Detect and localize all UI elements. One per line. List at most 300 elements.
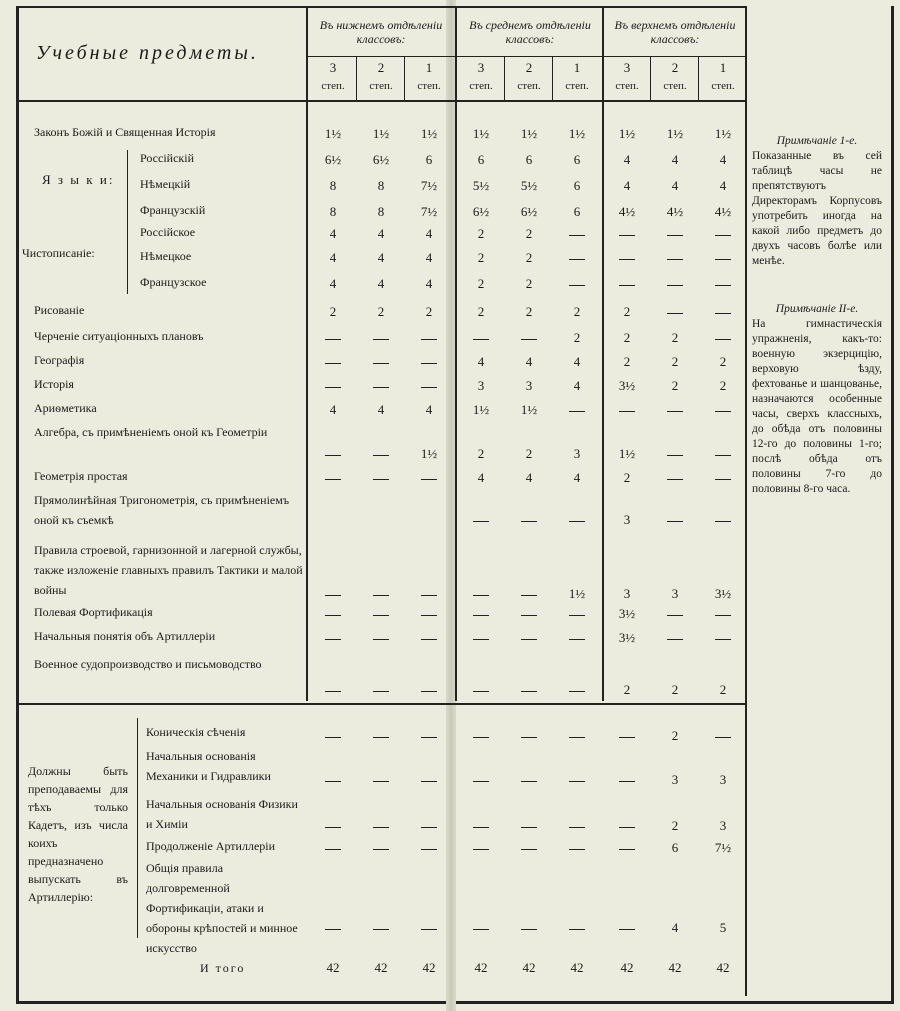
table-cell: 2 (719, 378, 727, 393)
dash-mark (569, 781, 585, 782)
table-cell (358, 630, 404, 646)
artillery-subject-label: Продолженіе Артиллеріи (146, 839, 276, 853)
table-cell: 3 (525, 378, 533, 393)
table-cell (700, 446, 746, 462)
table-cell: 4 (425, 226, 433, 241)
table-cell (652, 250, 698, 266)
table-cell (406, 818, 452, 834)
dash-mark (421, 691, 437, 692)
table-cell (554, 840, 600, 856)
table-cell: 6 (573, 152, 581, 167)
dash-mark (521, 737, 537, 738)
dash-mark (421, 615, 437, 616)
subject-label: Нѣмецкій (140, 177, 191, 191)
table-cell (554, 226, 600, 242)
table-cell (358, 330, 404, 346)
step-number: 2 (377, 60, 385, 75)
table-cell (406, 470, 452, 486)
table-cell: 5½ (472, 178, 490, 193)
top-rule (16, 6, 746, 8)
table-cell (506, 330, 552, 346)
table-cell (652, 304, 698, 320)
col-divider (698, 56, 699, 100)
table-cell (310, 682, 356, 698)
table-cell (700, 330, 746, 346)
table-cell (358, 682, 404, 698)
table-cell (652, 470, 698, 486)
table-cell: 2 (477, 446, 485, 461)
table-cell (358, 840, 404, 856)
table-cell (506, 818, 552, 834)
subject-label: Географія (34, 353, 85, 367)
table-cell: 4 (425, 250, 433, 265)
table-cell (700, 606, 746, 622)
table-cell: 4 (329, 226, 337, 241)
table-cell (652, 512, 698, 528)
table-cell (458, 512, 504, 528)
table-cell: 2 (477, 304, 485, 319)
table-cell (604, 250, 650, 266)
table-cell: 4 (623, 152, 631, 167)
artillery-subject-label: Начальныя основанія Механики и Гидравлики (146, 749, 271, 783)
step-label: степ. (321, 80, 345, 92)
table-cell (458, 772, 504, 788)
table-cell: 2 (671, 354, 679, 369)
table-cell: 42 (522, 960, 536, 975)
dash-mark (569, 521, 585, 522)
dash-mark (325, 363, 341, 364)
step-number: 3 (329, 60, 337, 75)
subject-label: Прямолинѣйная Тригонометрія, съ примѣненіемъ оной къ съемкѣ (34, 493, 290, 527)
dash-mark (715, 259, 731, 260)
dash-mark (569, 827, 585, 828)
dash-mark (619, 235, 635, 236)
table-cell: 4 (525, 470, 533, 485)
table-cell (310, 354, 356, 370)
dash-mark (373, 363, 389, 364)
table-cell (554, 276, 600, 292)
table-cell (652, 630, 698, 646)
col-divider (650, 56, 651, 100)
subject-label: Полевая Фортификація (34, 605, 153, 619)
table-cell (310, 446, 356, 462)
table-cell: 2 (623, 304, 631, 319)
table-cell (700, 304, 746, 320)
dash-mark (473, 827, 489, 828)
table-cell: 2 (329, 304, 337, 319)
table-cell (554, 630, 600, 646)
note-2-title: Примѣчаніе II-е. (775, 303, 859, 315)
table-cell (406, 630, 452, 646)
table-cell (310, 728, 356, 744)
subject-label: Французское (140, 275, 207, 289)
dash-mark (373, 387, 389, 388)
table-cell (310, 586, 356, 602)
table-cell: 1½ (420, 126, 438, 141)
dash-mark (421, 639, 437, 640)
table-cell: 42 (716, 960, 730, 975)
step-label: степ. (417, 80, 441, 92)
table-cell (700, 226, 746, 242)
table-cell: 4 (623, 178, 631, 193)
artillery-subject-label: Общія правила долговременной Фортификаціи, атаки и обороны крѣпостей и минное искусство (146, 861, 298, 955)
subject-label: Россійское (140, 225, 196, 239)
step-label: степ. (663, 80, 687, 92)
table-cell: 4 (573, 378, 581, 393)
table-cell: 7½ (420, 204, 438, 219)
dash-mark (325, 339, 341, 340)
dash-mark (373, 615, 389, 616)
dash-mark (715, 339, 731, 340)
table-cell: 4 (477, 354, 485, 369)
table-cell (604, 920, 650, 936)
dash-mark (473, 849, 489, 850)
dash-mark (473, 639, 489, 640)
table-cell: 2 (623, 470, 631, 485)
dash-mark (569, 639, 585, 640)
table-cell: 3 (477, 378, 485, 393)
dash-mark (521, 639, 537, 640)
table-cell: 2 (525, 276, 533, 291)
dash-mark (325, 929, 341, 930)
dash-mark (521, 929, 537, 930)
table-cell (652, 276, 698, 292)
note-2 (752, 302, 882, 497)
table-cell (554, 402, 600, 418)
table-cell: 6½ (372, 152, 390, 167)
dash-mark (373, 339, 389, 340)
calligraphy-label: Чистописаніе: (22, 246, 95, 260)
table-cell (700, 250, 746, 266)
table-cell: 1½ (714, 126, 732, 141)
table-cell: 2 (377, 304, 385, 319)
table-cell (458, 682, 504, 698)
dash-mark (521, 595, 537, 596)
note-1 (752, 134, 882, 269)
table-cell (506, 772, 552, 788)
dash-mark (667, 259, 683, 260)
dash-mark (569, 691, 585, 692)
table-cell (554, 728, 600, 744)
table-cell: 4½ (666, 204, 684, 219)
artillery-top-rule (16, 703, 746, 705)
step-number: 2 (525, 60, 533, 75)
table-cell (310, 330, 356, 346)
dash-mark (569, 411, 585, 412)
dash-mark (715, 285, 731, 286)
subject-label: Законъ Божій и Священная Исторія (34, 125, 216, 139)
table-cell (700, 276, 746, 292)
table-cell: 7½ (714, 840, 732, 855)
table-cell: 6 (573, 178, 581, 193)
table-cell: 6 (425, 152, 433, 167)
table-cell: 1½ (618, 446, 636, 461)
dash-mark (715, 479, 731, 480)
dash-mark (619, 849, 635, 850)
table-cell: 6½ (472, 204, 490, 219)
table-cell (554, 250, 600, 266)
table-cell (458, 586, 504, 602)
dash-mark (521, 849, 537, 850)
table-cell: 1½ (568, 126, 586, 141)
table-cell: 42 (474, 960, 488, 975)
dash-mark (619, 827, 635, 828)
col-divider (356, 56, 357, 100)
table-cell (458, 606, 504, 622)
step-label: степ. (565, 80, 589, 92)
dash-mark (667, 285, 683, 286)
table-cell: 3 (623, 586, 631, 601)
dash-mark (521, 339, 537, 340)
dash-mark (373, 827, 389, 828)
artillery-label: Должны быть преподаваемы для тѣхъ только Кадетъ, изъ числа коихъ предназначено выпускать въ Артиллерію: (28, 764, 128, 904)
table-cell: 4 (425, 402, 433, 417)
table-cell: 1½ (472, 402, 490, 417)
table-cell (310, 378, 356, 394)
table-cell: 1½ (520, 402, 538, 417)
table-cell: 2 (671, 378, 679, 393)
col-divider (404, 56, 405, 100)
table-cell (604, 276, 650, 292)
dash-mark (715, 615, 731, 616)
table-cell: 1½ (324, 126, 342, 141)
table-cell (358, 354, 404, 370)
dash-mark (521, 615, 537, 616)
note-2-text: На гимнастическія упражненія, какъ-то: военную экзерцицію, верховую ѣзду, фехтованье и шанцованье, назначаются особенные часы, сверхъ классныхъ, до обѣда отъ половины 12-го до половины 1-го; послѣ обѣда отъ половины 7-го до половины 8-го часа. (752, 318, 882, 495)
languages-label: Я з ы к и: (42, 172, 115, 187)
table-cell: 2 (671, 818, 679, 833)
table-cell: 7½ (420, 178, 438, 193)
dash-mark (521, 827, 537, 828)
table-cell (652, 226, 698, 242)
dash-mark (569, 737, 585, 738)
step-number: 1 (425, 60, 433, 75)
table-cell: 2 (425, 304, 433, 319)
table-cell (406, 586, 452, 602)
table-cell: 4 (573, 354, 581, 369)
table-cell: 8 (377, 178, 385, 193)
dash-mark (421, 827, 437, 828)
step-label: степ. (517, 80, 541, 92)
table-cell (604, 818, 650, 834)
table-title: Учебные предметы. (36, 42, 259, 64)
table-cell (310, 606, 356, 622)
subject-label: Исторія (34, 377, 74, 391)
dash-mark (421, 595, 437, 596)
dash-mark (373, 781, 389, 782)
dash-mark (325, 849, 341, 850)
table-cell (700, 728, 746, 744)
dash-mark (715, 455, 731, 456)
table-cell: 4 (425, 276, 433, 291)
table-cell (358, 728, 404, 744)
dash-mark (619, 781, 635, 782)
col-divider (504, 56, 505, 100)
table-cell (406, 840, 452, 856)
table-cell: 4 (329, 402, 337, 417)
table-cell: 4 (377, 276, 385, 291)
table-cell: 6½ (520, 204, 538, 219)
artillery-subject-label: Начальныя основанія Физики и Химіи (146, 797, 298, 831)
dash-mark (667, 615, 683, 616)
dash-mark (473, 691, 489, 692)
dash-mark (619, 285, 635, 286)
dash-mark (715, 521, 731, 522)
table-cell (406, 378, 452, 394)
table-cell: 1½ (666, 126, 684, 141)
languages-brace (127, 150, 128, 222)
table-cell: 4 (719, 178, 727, 193)
table-cell (458, 818, 504, 834)
table-cell (700, 630, 746, 646)
dash-mark (569, 929, 585, 930)
group-header-lower: Въ нижнемъ отдѣленіи классовъ: (319, 18, 443, 46)
step-label: степ. (615, 80, 639, 92)
table-cell: 4 (377, 250, 385, 265)
step-number: 3 (477, 60, 485, 75)
table-cell (554, 512, 600, 528)
table-cell: 4 (671, 920, 679, 935)
table-cell (358, 772, 404, 788)
table-cell: 6½ (324, 152, 342, 167)
table-cell: 2 (525, 304, 533, 319)
table-cell: 4 (329, 250, 337, 265)
dash-mark (373, 639, 389, 640)
dash-mark (325, 737, 341, 738)
table-cell: 3 (573, 446, 581, 461)
table-cell: 42 (374, 960, 388, 975)
table-cell (358, 920, 404, 936)
table-cell (310, 920, 356, 936)
dash-mark (569, 259, 585, 260)
table-cell (358, 606, 404, 622)
dash-mark (473, 929, 489, 930)
table-cell: 8 (329, 178, 337, 193)
table-cell (506, 512, 552, 528)
table-cell: 2 (525, 446, 533, 461)
table-cell (700, 512, 746, 528)
table-cell: 3 (719, 772, 727, 787)
dash-mark (667, 411, 683, 412)
table-cell: 8 (329, 204, 337, 219)
table-cell: 42 (422, 960, 436, 975)
dash-mark (325, 781, 341, 782)
dash-mark (373, 479, 389, 480)
dash-mark (569, 285, 585, 286)
table-cell: 42 (326, 960, 340, 975)
subject-label: Правила строевой, гарнизонной и лагерной службы, также изложеніе главныхъ правилъ Тактики и малой войны (34, 543, 303, 597)
dash-mark (667, 313, 683, 314)
artillery-subject-label: Коническія сѣченія (146, 725, 246, 739)
table-cell (358, 586, 404, 602)
table-cell (554, 920, 600, 936)
step-label: степ. (711, 80, 735, 92)
table-cell (406, 354, 452, 370)
subject-label: Военное судопроизводство и письмоводство (34, 657, 262, 671)
dash-mark (373, 595, 389, 596)
table-cell: 6 (477, 152, 485, 167)
col-divider (306, 6, 308, 701)
table-cell: 6 (573, 204, 581, 219)
table-cell: 1½ (372, 126, 390, 141)
table-cell: 5 (719, 920, 727, 935)
table-cell (506, 606, 552, 622)
table-cell: 42 (570, 960, 584, 975)
table-cell: 8 (377, 204, 385, 219)
table-cell: 4½ (618, 204, 636, 219)
subject-label: Нѣмецкое (140, 249, 192, 263)
group-header-upper: Въ верхнемъ отдѣленіи классовъ: (614, 18, 736, 46)
dash-mark (619, 411, 635, 412)
table-cell (604, 402, 650, 418)
table-cell (652, 606, 698, 622)
table-cell (604, 728, 650, 744)
dash-mark (325, 615, 341, 616)
table-cell: 2 (573, 304, 581, 319)
table-cell: 4 (377, 226, 385, 241)
dash-mark (521, 521, 537, 522)
table-cell (310, 772, 356, 788)
group-rule (306, 56, 746, 57)
table-cell: 3½ (618, 606, 636, 621)
subject-label: Россійскій (140, 151, 194, 165)
table-cell: 2 (623, 682, 631, 697)
table-cell: 4 (377, 402, 385, 417)
table-cell (506, 586, 552, 602)
table-cell (406, 682, 452, 698)
step-number: 1 (573, 60, 581, 75)
table-cell (604, 772, 650, 788)
table-cell (652, 446, 698, 462)
table-cell: 4 (671, 178, 679, 193)
table-cell: 4 (573, 470, 581, 485)
dash-mark (421, 737, 437, 738)
dash-mark (325, 639, 341, 640)
table-cell (406, 330, 452, 346)
table-cell (358, 818, 404, 834)
dash-mark (325, 595, 341, 596)
table-cell (406, 606, 452, 622)
dash-mark (715, 411, 731, 412)
dash-mark (473, 339, 489, 340)
dash-mark (421, 781, 437, 782)
table-cell (506, 728, 552, 744)
dash-mark (473, 781, 489, 782)
table-cell (458, 920, 504, 936)
table-cell: 5½ (520, 178, 538, 193)
table-cell: 4 (525, 354, 533, 369)
table-cell: 3½ (618, 630, 636, 645)
table-cell (652, 402, 698, 418)
dash-mark (473, 615, 489, 616)
dash-mark (421, 339, 437, 340)
dash-mark (473, 737, 489, 738)
table-cell (358, 470, 404, 486)
dash-mark (373, 737, 389, 738)
step-label: степ. (469, 80, 493, 92)
table-cell (406, 728, 452, 744)
table-cell (358, 378, 404, 394)
table-cell (604, 226, 650, 242)
subject-label: Алгебра, съ примѣненіемъ оной къ Геометріи (34, 425, 268, 439)
table-cell (554, 682, 600, 698)
dash-mark (569, 235, 585, 236)
dash-mark (325, 479, 341, 480)
step-number: 1 (719, 60, 727, 75)
dash-mark (421, 363, 437, 364)
table-cell (406, 772, 452, 788)
table-cell: 42 (620, 960, 634, 975)
